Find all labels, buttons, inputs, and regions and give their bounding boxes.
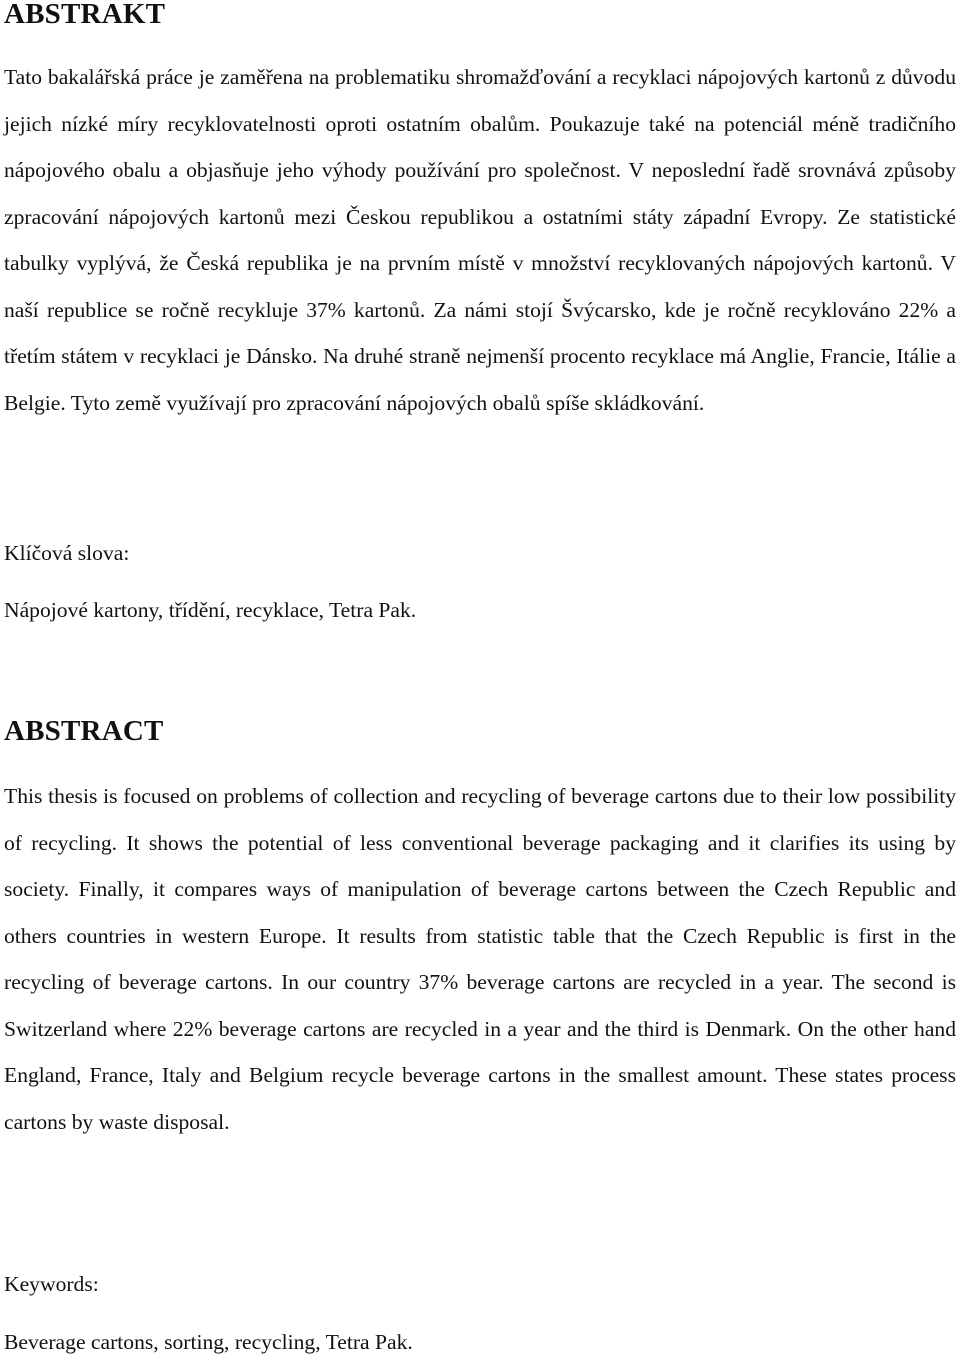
english-abstract-heading: ABSTRACT: [4, 715, 164, 747]
czech-abstract-body: Tato bakalářská práce je zaměřena na problematiku shromažďování a recyklaci nápojových kartonů z důvodu jejich nízké míry recyklovatelnosti oproti ostatním obalům. Poukazuje také na potenciál méně tradičního nápojového obalu a objasňuje jeho výhody používání pro společnost. V neposlední řadě srovnává způsoby zpracování nápojových kartonů mezi Českou republikou a ostatními státy západní Evropy. Ze statistické tabulky vyplývá, že Česká republika je na prvním místě v množství recyklovaných nápojových kartonů. V naší republice se ročně recykluje 37% kartonů. Za námi stojí Švýcarsko, kde je ročně recyklováno 22% a třetím státem v recyklaci je Dánsko. Na druhé straně nejmenší procento recyklace má Anglie, Francie, Itálie a Belgie. Tyto země využívají pro zpracování nápojových obalů spíše skládkování.: [4, 65, 956, 415]
czech-keywords-label: Klíčová slova:: [4, 541, 130, 565]
english-abstract-body: This thesis is focused on problems of collection and recycling of beverage cartons due to their low possibility of recycling. It shows the potential of less conventional beverage packaging and it clarifies its using by society. Finally, it compares ways of manipulation of beverage cartons between the Czech Republic and others countries in western Europe. It results from statistic table that the Czech Republic is first in the recycling of beverage cartons. In our country 37% beverage cartons are recycled in a year. The second is Switzerland where 22% beverage cartons are recycled in a year and the third is Denmark. On the other hand England, France, Italy and Belgium recycle beverage cartons in the smallest amount. These states process cartons by waste disposal.: [4, 784, 956, 1134]
english-keywords: Beverage cartons, sorting, recycling, Tetra Pak.: [4, 1330, 413, 1354]
english-keywords-label: Keywords:: [4, 1272, 99, 1296]
czech-keywords: Nápojové kartony, třídění, recyklace, Tetra Pak.: [4, 598, 417, 622]
czech-abstract-heading: ABSTRAKT: [4, 0, 166, 30]
